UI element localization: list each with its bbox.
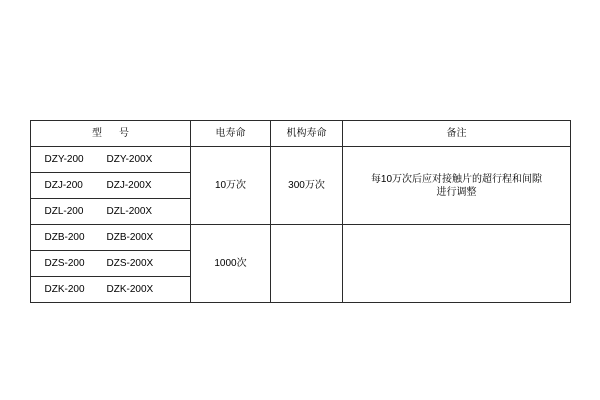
column-header-mechanical-life: 机构寿命 xyxy=(271,121,343,147)
cell-remarks-empty xyxy=(343,225,571,303)
cell-model xyxy=(31,199,191,225)
model-code-variant: DZK-200X xyxy=(106,284,154,295)
table-header-row xyxy=(31,121,571,147)
model-code-primary: DZS-200 xyxy=(44,258,85,269)
remarks-line-2: 进行调整 xyxy=(436,186,477,198)
table-row xyxy=(31,225,571,251)
specification-table xyxy=(30,120,571,303)
model-code-primary: DZY-200 xyxy=(44,154,84,165)
table-body xyxy=(31,147,571,303)
column-header-model: 型 号 xyxy=(31,121,191,147)
model-code-primary: DZL-200 xyxy=(44,206,84,217)
remarks-line-1: 每10万次后应对接触片的超行程和间隙 xyxy=(370,173,543,185)
column-header-remarks: 备注 xyxy=(343,121,571,147)
model-code-primary: DZB-200 xyxy=(44,232,85,243)
model-code-variant: DZS-200X xyxy=(106,258,154,269)
table-row xyxy=(31,147,571,173)
cell-model xyxy=(31,251,191,277)
model-code-variant: DZY-200X xyxy=(106,154,153,165)
cell-electrical-life-group-2: 1000次 xyxy=(191,225,271,303)
cell-mechanical-life: 300万次 xyxy=(271,147,343,225)
cell-remarks xyxy=(343,147,571,225)
cell-model xyxy=(31,173,191,199)
model-code-primary: DZK-200 xyxy=(44,284,85,295)
model-code-variant: DZJ-200X xyxy=(106,180,152,191)
cell-mechanical-life-empty xyxy=(271,225,343,303)
table-header xyxy=(31,121,571,147)
model-code-primary: DZJ-200 xyxy=(44,180,83,191)
cell-model xyxy=(31,225,191,251)
cell-model xyxy=(31,277,191,303)
model-code-variant: DZB-200X xyxy=(106,232,154,243)
cell-model xyxy=(31,147,191,173)
model-code-variant: DZL-200X xyxy=(106,206,153,217)
cell-electrical-life-group-1: 10万次 xyxy=(191,147,271,225)
column-header-electrical-life: 电寿命 xyxy=(191,121,271,147)
